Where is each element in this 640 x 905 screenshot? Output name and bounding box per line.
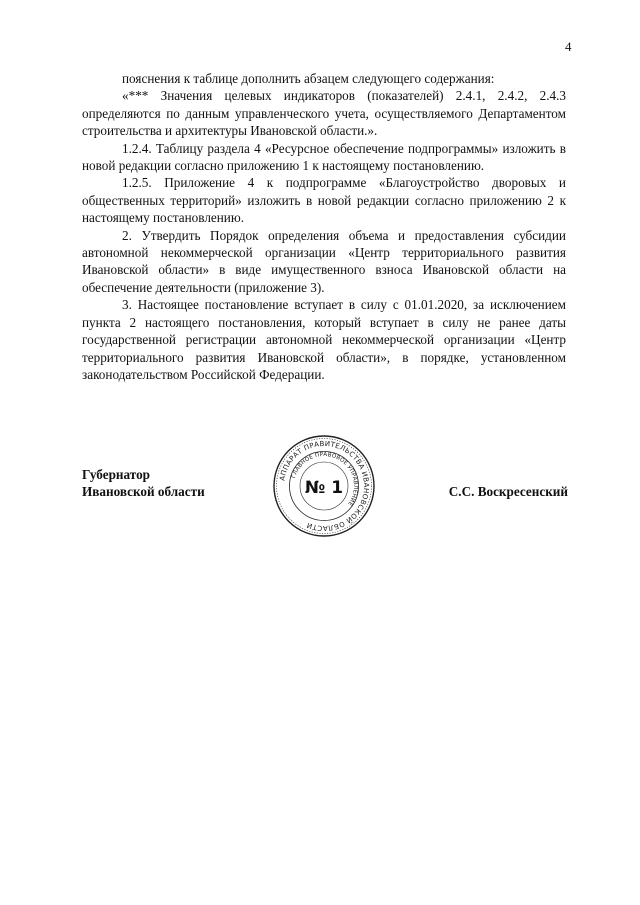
seal-ring-text: АППАРАТ ПРАВИТЕЛЬСТВА ИВАНОВСКОЙ ОБЛАСТИ xyxy=(278,439,371,533)
signatory-title-line2: Ивановской области xyxy=(82,484,205,500)
paragraph-intro: пояснения к таблице дополнить абзацем следующего содержания: xyxy=(122,71,495,86)
paragraph-1-2-5: 1.2.5. Приложение 4 к подпрограмме «Благоустройство дворовых и общественных территорий» изложить в новой редакции согласно приложению 2 к настоящему постановлению. xyxy=(82,175,566,226)
signatory-title xyxy=(82,466,205,501)
seal-number: № 1 xyxy=(304,478,344,498)
paragraph-1-2-4: 1.2.4. Таблицу раздела 4 «Ресурсное обеспечение подпрограммы» изложить в новой редакции согласно приложению 1 к настоящему постановлению. xyxy=(82,140,566,174)
page-number: 4 xyxy=(565,39,572,54)
official-seal-stamp xyxy=(272,434,376,538)
signatory-name: С.С. Воскресенский xyxy=(448,484,568,499)
signatory-title-line1: Губернатор xyxy=(82,467,150,482)
body-text xyxy=(82,70,566,383)
paragraph-3: 3. Настоящее постановление вступает в силу с 01.01.2020, за исключением пункта 2 настоящего постановления, который вступает в силу не ранее даты государственной регистрации автономной некоммерческой организации «Центр территориального развития Ивановской области», в порядке, установленном законодательством Российской Федерации. xyxy=(82,297,566,382)
paragraph-indicator-note: «*** Значения целевых индикаторов (показателей) 2.4.1, 2.4.2, 2.4.3 определяются по данным управленческого учета, осуществляемого Департаментом строительства и архитектуры Ивановской области.». xyxy=(82,88,566,139)
seal-inner-text: ГЛАВНОЕ ПРАВОВОЕ УПРАВЛЕНИЕ xyxy=(291,451,359,507)
paragraph-2: 2. Утвердить Порядок определения объема и предоставления субсидии автономной некоммерческой организации «Центр территориального развития Ивановской области» в виде имущественного взноса Ивановской области на обеспечение деятельности (приложение 3). xyxy=(82,227,566,295)
